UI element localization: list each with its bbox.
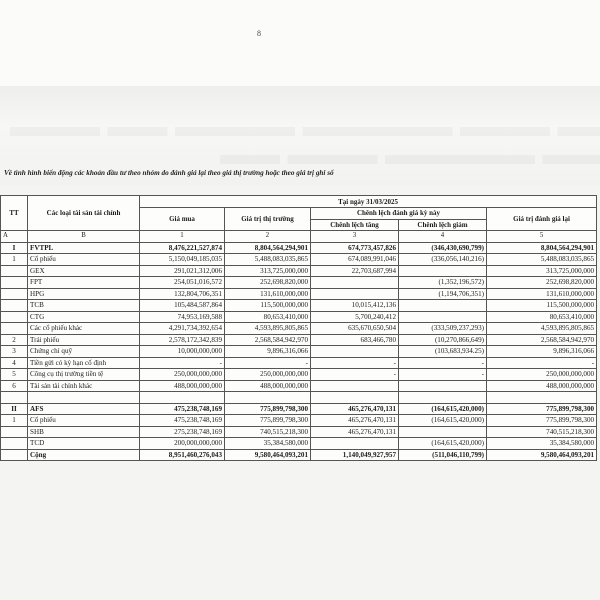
table-row [1,392,597,404]
header-purchase-price: Giá mua [140,208,225,231]
increase-cell: 674,773,457,826 [311,242,399,254]
market-value-cell: 250,000,000,000 [225,369,311,381]
increase-cell: 683,466,780 [311,334,399,346]
increase-cell: 465,276,470,131 [311,415,399,427]
name-cell: Trái phiếu [28,334,140,346]
revalued-value-cell: 5,488,083,035,865 [487,254,597,266]
increase-cell [311,392,399,404]
header-decrease: Chênh lệch giảm [399,219,487,231]
decrease-cell: (164,615,420,000) [399,415,487,427]
market-value-cell: 4,593,895,805,865 [225,323,311,335]
table-row [1,449,597,461]
purchase-price-cell: 475,238,748,169 [140,403,225,415]
table-row [1,438,597,450]
revalued-value-cell: 8,804,564,294,901 [487,242,597,254]
revalued-value-cell: 252,698,820,000 [487,277,597,289]
decrease-cell [399,265,487,277]
purchase-price-cell: 10,000,000,000 [140,346,225,358]
increase-cell [311,438,399,450]
market-value-cell [225,392,311,404]
market-value-cell: 8,804,564,294,901 [225,242,311,254]
purchase-price-cell: 4,291,734,392,654 [140,323,225,335]
market-value-cell: 115,500,000,000 [225,300,311,312]
revalued-value-cell: 2,568,584,942,970 [487,334,597,346]
increase-cell: 674,089,991,046 [311,254,399,266]
table-row [1,288,597,300]
tt-cell [1,438,28,450]
header-increase: Chênh lệch tăng [311,219,399,231]
revalued-value-cell: 488,000,000,000 [487,380,597,392]
market-value-cell: 740,515,218,300 [225,426,311,438]
decrease-cell [399,392,487,404]
name-cell: TCB [28,300,140,312]
header-revaluation-diff: Chênh lệch đánh giá kỳ này [311,208,487,220]
name-cell: Cộng [28,449,140,461]
table-row [1,346,597,358]
market-value-cell: 5,488,083,035,865 [225,254,311,266]
name-cell: Tài sản tài chính khác [28,380,140,392]
increase-cell: 465,276,470,131 [311,426,399,438]
table-row [1,242,597,254]
decrease-cell: (10,270,866,649) [399,334,487,346]
header-tt: TT [1,196,28,231]
increase-cell [311,288,399,300]
tt-cell [1,311,28,323]
purchase-price-cell: - [140,357,225,369]
increase-cell [311,346,399,358]
market-value-cell: 9,896,316,066 [225,346,311,358]
name-cell: Các cổ phiếu khác [28,323,140,335]
name-cell: Cổ phiếu [28,415,140,427]
purchase-price-cell: 291,021,312,006 [140,265,225,277]
table-row [1,311,597,323]
previous-page-bottom [0,0,600,86]
revalued-value-cell: 775,899,798,300 [487,403,597,415]
header-revalued-value: Giá trị đánh giá lại [487,208,597,231]
header-asset-type: Các loại tài sản tài chính [28,196,140,231]
table-row [1,254,597,266]
header-market-value: Giá trị thị trường [225,208,311,231]
revalued-value-cell [487,392,597,404]
table-row [1,277,597,289]
tt-cell: 4 [1,357,28,369]
market-value-cell: 9,580,464,093,201 [225,449,311,461]
table-row [1,426,597,438]
purchase-price-cell: 132,804,706,351 [140,288,225,300]
decrease-cell: - [399,357,487,369]
decrease-cell: (164,615,420,000) [399,403,487,415]
tt-cell [1,426,28,438]
market-value-cell: 775,899,798,300 [225,403,311,415]
purchase-price-cell: 74,953,169,588 [140,311,225,323]
decrease-cell: (346,430,690,799) [399,242,487,254]
name-cell: TCD [28,438,140,450]
increase-cell: 465,276,470,131 [311,403,399,415]
bleed-through-text [220,138,600,172]
tt-cell: 5 [1,369,28,381]
increase-cell [311,277,399,289]
tt-cell [1,449,28,461]
decrease-cell: (1,194,706,351) [399,288,487,300]
table-row [1,380,597,392]
market-value-cell: - [225,357,311,369]
decrease-cell [399,426,487,438]
index-cell: 5 [487,231,597,243]
table-row [1,369,597,381]
increase-cell: 22,703,687,994 [311,265,399,277]
increase-cell: - [311,369,399,381]
increase-cell [311,380,399,392]
tt-cell: I [1,242,28,254]
column-index-row [1,231,597,243]
market-value-cell: 313,725,000,000 [225,265,311,277]
table-row [1,415,597,427]
name-cell: FPT [28,277,140,289]
decrease-cell: (511,046,110,799) [399,449,487,461]
index-cell: 1 [140,231,225,243]
revalued-value-cell: 35,384,580,000 [487,438,597,450]
index-cell: 2 [225,231,311,243]
market-value-cell: 252,698,820,000 [225,277,311,289]
tt-cell [1,288,28,300]
tt-cell: 6 [1,380,28,392]
tt-cell: 2 [1,334,28,346]
table-row [1,323,597,335]
decrease-cell: (164,615,420,000) [399,438,487,450]
purchase-price-cell: 8,476,221,527,874 [140,242,225,254]
name-cell: HPG [28,288,140,300]
revalued-value-cell: 80,653,410,000 [487,311,597,323]
purchase-price-cell: 5,150,049,185,035 [140,254,225,266]
decrease-cell: - [399,369,487,381]
increase-cell: 635,670,650,504 [311,323,399,335]
purchase-price-cell: 2,578,172,342,839 [140,334,225,346]
name-cell: FVTPL [28,242,140,254]
increase-cell: 1,140,049,927,957 [311,449,399,461]
tt-cell [1,265,28,277]
market-value-cell: 2,568,584,942,970 [225,334,311,346]
increase-cell: 5,700,240,412 [311,311,399,323]
page-number: 8 [257,29,261,38]
table-caption: Về tình hình biến động các khoản đầu tư theo nhóm do đánh giá lại theo giá thị trường hoặc theo giá trị ghi sổ [4,169,334,177]
market-value-cell: 775,899,798,300 [225,415,311,427]
table-row [1,265,597,277]
revalued-value-cell: 9,580,464,093,201 [487,449,597,461]
market-value-cell: 488,000,000,000 [225,380,311,392]
decrease-cell: (1,352,196,572) [399,277,487,289]
tt-cell: 1 [1,254,28,266]
name-cell: Tiền gửi có kỳ hạn cố định [28,357,140,369]
name-cell: Cổ phiếu [28,254,140,266]
table-row [1,334,597,346]
decrease-cell [399,300,487,312]
decrease-cell: (333,509,237,293) [399,323,487,335]
purchase-price-cell: 105,484,587,864 [140,300,225,312]
tt-cell [1,323,28,335]
revalued-value-cell: 4,593,895,805,865 [487,323,597,335]
tt-cell [1,392,28,404]
revalued-value-cell: 115,500,000,000 [487,300,597,312]
tt-cell: 1 [1,415,28,427]
increase-cell: 10,015,412,136 [311,300,399,312]
table-row [1,403,597,415]
table-row [1,357,597,369]
purchase-price-cell: 275,238,748,169 [140,426,225,438]
decrease-cell [399,311,487,323]
name-cell: Chứng chỉ quỹ [28,346,140,358]
index-cell: B [28,231,140,243]
table-row [1,300,597,312]
name-cell: SHB [28,426,140,438]
revalued-value-cell: 313,725,000,000 [487,265,597,277]
investment-revaluation-table [0,195,597,461]
tt-cell: 3 [1,346,28,358]
header-date: Tại ngày 31/03/2025 [140,196,597,208]
revalued-value-cell: 250,000,000,000 [487,369,597,381]
tt-cell [1,277,28,289]
market-value-cell: 80,653,410,000 [225,311,311,323]
name-cell [28,392,140,404]
purchase-price-cell: 488,000,000,000 [140,380,225,392]
decrease-cell: (336,056,140,216) [399,254,487,266]
revalued-value-cell: - [487,357,597,369]
purchase-price-cell [140,392,225,404]
name-cell: Công cụ thị trường tiền tệ [28,369,140,381]
purchase-price-cell: 475,238,748,169 [140,415,225,427]
revalued-value-cell: 131,610,000,000 [487,288,597,300]
market-value-cell: 131,610,000,000 [225,288,311,300]
tt-cell [1,300,28,312]
revalued-value-cell: 9,896,316,066 [487,346,597,358]
revalued-value-cell: 740,515,218,300 [487,426,597,438]
purchase-price-cell: 200,000,000,000 [140,438,225,450]
name-cell: AFS [28,403,140,415]
increase-cell: - [311,357,399,369]
index-cell: 3 [311,231,399,243]
market-value-cell: 35,384,580,000 [225,438,311,450]
purchase-price-cell: 8,951,460,276,043 [140,449,225,461]
name-cell: GEX [28,265,140,277]
decrease-cell: (103,683,934.25) [399,346,487,358]
decrease-cell [399,380,487,392]
purchase-price-cell: 254,051,016,572 [140,277,225,289]
tt-cell: II [1,403,28,415]
revalued-value-cell: 775,899,798,300 [487,415,597,427]
index-cell: A [1,231,28,243]
name-cell: CTG [28,311,140,323]
index-cell: 4 [399,231,487,243]
purchase-price-cell: 250,000,000,000 [140,369,225,381]
